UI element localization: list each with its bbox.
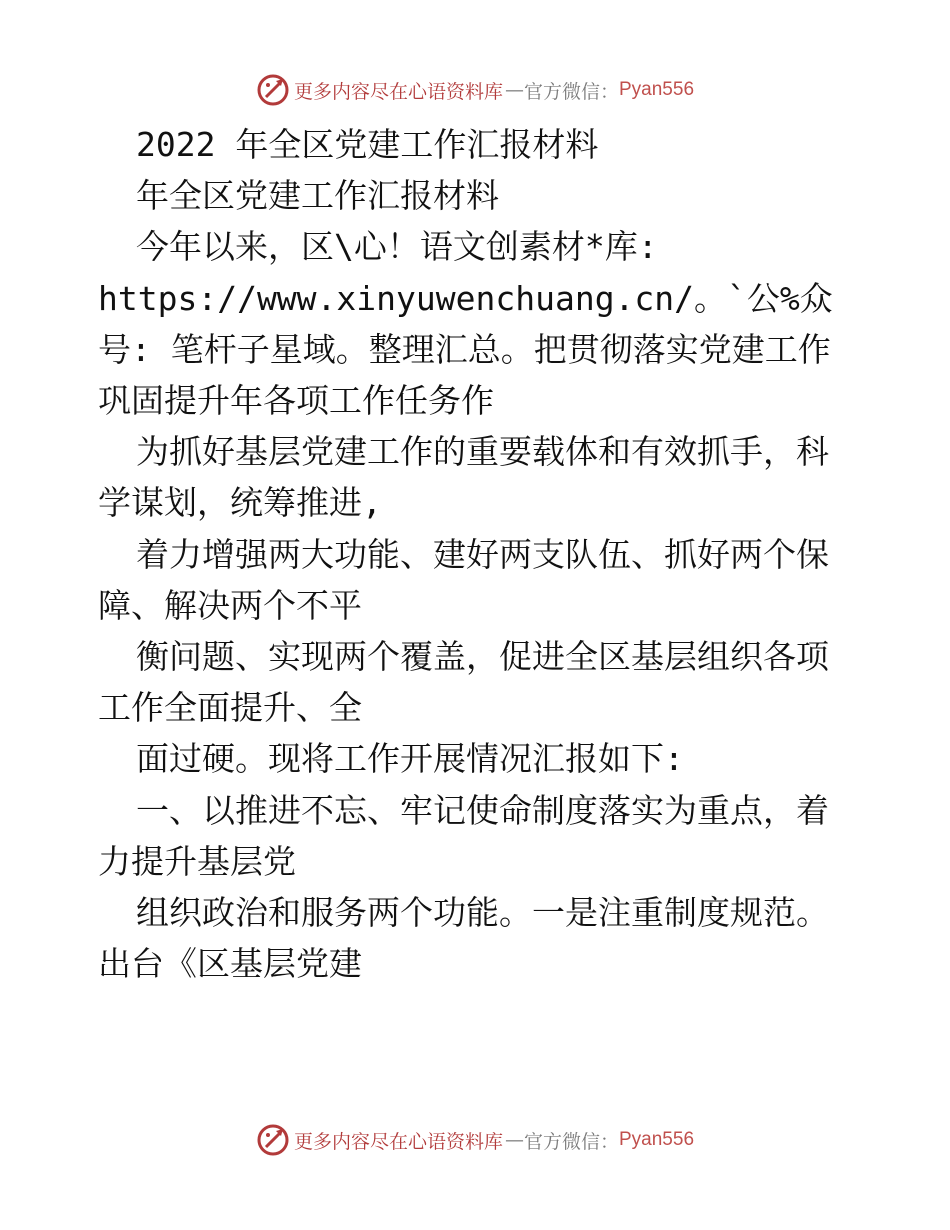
watermark-separator: — bbox=[504, 79, 522, 101]
watermark-banner-top bbox=[0, 70, 950, 110]
paragraph: 着力增强两大功能、建好两支队伍、抓好两个保障、解决两个不平 bbox=[98, 534, 829, 625]
paragraph: 今年以来，区\心！语文创素材*库: https://www.xinyuwenchuang.cn/。`公%众号: 笔杆子星域。整理汇总。把贯彻落实党建工作巩固提升年各项工作任务作 bbox=[98, 227, 833, 421]
paragraph-title: 2022 年全区党建工作汇报材料 bbox=[136, 125, 599, 164]
watermark-text: 更多内容尽在心语资料库 bbox=[293, 1130, 503, 1153]
watermark-wechat: Pyan556 bbox=[619, 79, 695, 100]
logo-icon bbox=[256, 1123, 290, 1157]
paragraph: 一、以推进不忘、牢记使命制度落实为重点，着力提升基层党 bbox=[98, 790, 829, 881]
watermark-banner-bottom bbox=[0, 1120, 950, 1160]
watermark-text: 更多内容尽在心语资料库 bbox=[293, 80, 503, 103]
paragraph: 组织政治和服务两个功能。一是注重制度规范。出台《区基层党建 bbox=[98, 893, 829, 984]
paragraph: 面过硬。现将工作开展情况汇报如下: bbox=[136, 739, 684, 779]
paragraph: 衡问题、实现两个覆盖，促进全区基层组织各项工作全面提升、全 bbox=[98, 637, 829, 728]
logo-icon bbox=[256, 73, 290, 107]
paragraph: 为抓好基层党建工作的重要载体和有效抓手，科学谋划，统筹推进, bbox=[98, 432, 829, 523]
watermark-separator: — bbox=[504, 1129, 522, 1151]
watermark-label: 官方微信： bbox=[523, 80, 619, 103]
watermark-label: 官方微信： bbox=[523, 1130, 619, 1153]
watermark-wechat: Pyan556 bbox=[619, 1129, 695, 1150]
paragraph-subtitle: 年全区党建工作汇报材料 bbox=[136, 176, 499, 216]
document-body bbox=[98, 119, 858, 989]
